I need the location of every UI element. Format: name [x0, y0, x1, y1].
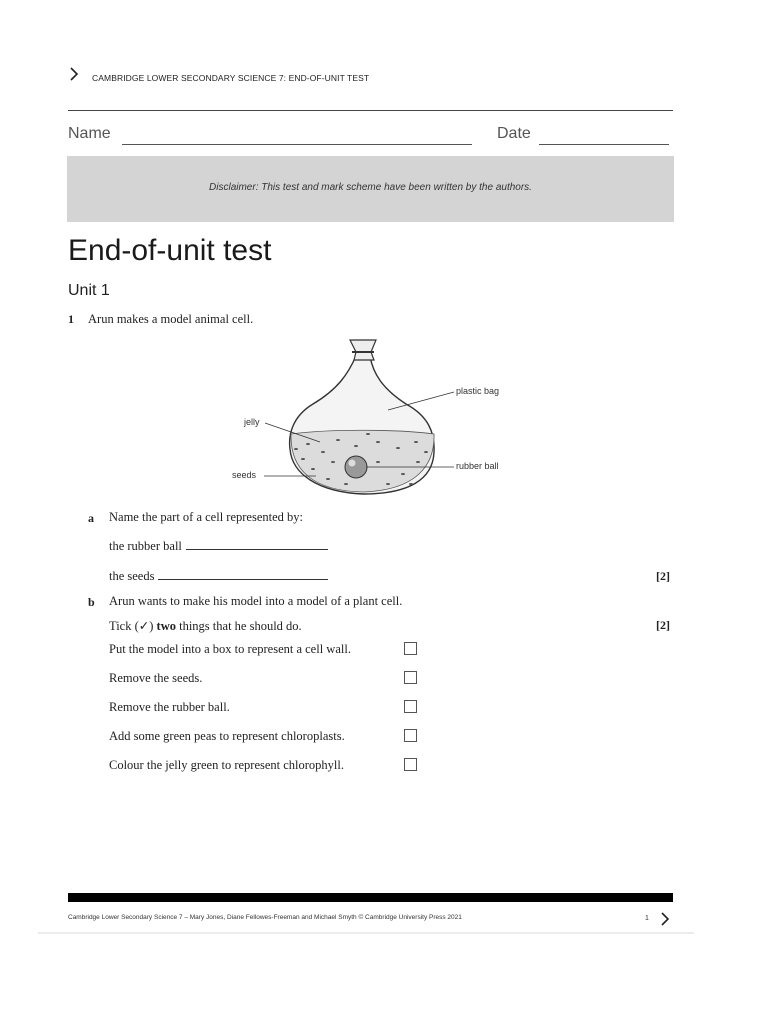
- part-a-marks: [2]: [656, 569, 670, 583]
- part-a-item-label: the seeds: [109, 569, 155, 583]
- label-plastic-bag: plastic bag: [456, 386, 500, 396]
- footer-credit: Cambridge Lower Secondary Science 7 – Mary Jones, Diane Fellowes-Freeman and Michael Smyth © Cambridge University Press 2021: [68, 914, 462, 921]
- header-title: CAMBRIDGE LOWER SECONDARY SCIENCE 7: END-OF-UNIT TEST: [92, 73, 370, 83]
- part-a-item-rubber-ball: [109, 539, 328, 554]
- footer-bar: [68, 893, 673, 902]
- instruction-emphasis: two: [156, 619, 176, 633]
- part-a-item-seeds: [109, 569, 328, 584]
- part-a-prompt: Name the part of a cell represented by:: [109, 510, 304, 524]
- option-text: Remove the seeds.: [109, 671, 203, 685]
- option-checkbox[interactable]: [404, 758, 417, 771]
- option-checkbox[interactable]: [404, 671, 417, 684]
- unit-title: Unit 1: [68, 282, 110, 299]
- disclaimer-text: Disclaimer: This test and mark scheme have been written by the authors.: [209, 182, 532, 193]
- part-a-letter: a: [88, 511, 94, 525]
- page-number: 1: [645, 915, 649, 922]
- date-field[interactable]: [539, 144, 669, 145]
- part-b-instruction: [109, 618, 302, 634]
- option-text: Put the model into a box to represent a cell wall.: [109, 642, 351, 656]
- model-cell-diagram: [228, 334, 528, 498]
- instruction-text: Tick (✓): [109, 619, 157, 633]
- model-cell-figure: [228, 334, 528, 498]
- part-b-letter: b: [88, 595, 95, 609]
- chevron-right-icon[interactable]: [660, 912, 670, 926]
- part-b-marks: [2]: [656, 618, 670, 632]
- option-checkbox[interactable]: [404, 642, 417, 655]
- option-text: Colour the jelly green to represent chlorophyll.: [109, 758, 345, 772]
- name-label: Name: [68, 125, 111, 142]
- label-rubber-ball: rubber ball: [456, 461, 499, 471]
- question-number: 1: [68, 312, 74, 326]
- answer-line-seeds[interactable]: [158, 579, 328, 580]
- disclaimer-box: [67, 156, 674, 222]
- chevron-right-icon: [68, 66, 80, 82]
- option-text: Add some green peas to represent chloroplasts.: [109, 729, 345, 743]
- part-a-item-label: the rubber ball: [109, 539, 182, 553]
- header-divider: [68, 110, 673, 111]
- label-seeds: seeds: [232, 470, 257, 480]
- instruction-text: things that he should do.: [175, 619, 302, 633]
- question-text: Arun makes a model animal cell.: [88, 312, 254, 326]
- date-label: Date: [497, 125, 531, 142]
- page-title: End-of-unit test: [68, 234, 272, 267]
- label-jelly: jelly: [244, 417, 260, 427]
- option-checkbox[interactable]: [404, 729, 417, 742]
- name-field[interactable]: [122, 144, 472, 145]
- option-text: Remove the rubber ball.: [109, 700, 230, 714]
- option-checkbox[interactable]: [404, 700, 417, 713]
- page-edge: [38, 932, 694, 934]
- answer-line-rubber-ball[interactable]: [186, 549, 328, 550]
- part-b-prompt: Arun wants to make his model into a model of a plant cell.: [109, 594, 403, 608]
